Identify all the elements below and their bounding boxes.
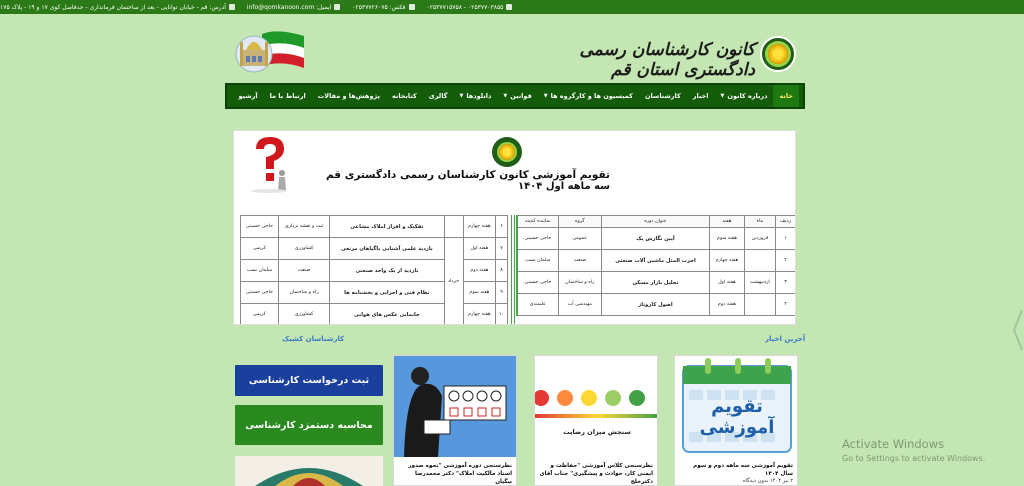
news-card[interactable] xyxy=(393,355,517,486)
watermark-subtitle: Go to Settings to activate Windows. xyxy=(842,454,986,463)
table-cell: ۹ xyxy=(496,282,508,304)
table-separator xyxy=(511,215,515,325)
table-cell: هفته چهارم xyxy=(463,216,495,238)
news-image-text: سنجش میزان رضایت xyxy=(563,428,631,436)
table-row xyxy=(241,216,508,238)
table-cell: اجرت المثل ماشین آلات صنعتی xyxy=(601,250,709,272)
table-cell: هفته سوم xyxy=(463,282,495,304)
table-cell: صنعت xyxy=(558,250,601,272)
table-cell: حاجی حسینی xyxy=(241,216,279,238)
table-cell: حاجی حسینی xyxy=(517,272,558,294)
table-cell: راه و ساختمان xyxy=(558,272,601,294)
table-cell: هفته دوم xyxy=(463,260,495,282)
table-cell: ۱۰ xyxy=(496,304,508,326)
table-cell: هفته دوم xyxy=(710,294,745,316)
table-cell: جانمایی عکس های هوایی xyxy=(330,304,444,326)
carousel-next-icon[interactable] xyxy=(1010,300,1024,360)
table-cell: هفته چهارم xyxy=(710,250,745,272)
nav-item[interactable] xyxy=(453,85,497,107)
address-text: آدرس: قم - خیابان توانایی - بعد از ساختمان فرمانداری - حدفاصل کوی ۱۷ و ۱۹ - پلاک ۱۷۵ xyxy=(0,3,226,11)
table-header-cell: نماینده کمیته xyxy=(517,216,558,228)
nav-item[interactable] xyxy=(715,85,774,107)
table-header-cell: گروه xyxy=(558,216,601,228)
table-header-cell: ماه xyxy=(744,216,775,228)
table-cell: حاجی حسینی xyxy=(517,228,558,250)
on-duty-experts-heading: کارشناسان کشیک xyxy=(282,335,345,343)
table-cell: حاجی حسینی xyxy=(241,282,279,304)
nav-item[interactable] xyxy=(639,85,687,107)
nav-item[interactable] xyxy=(687,85,715,107)
month-cell: خرداد xyxy=(444,238,463,326)
nav-item-label: آرشیو xyxy=(238,92,258,100)
table-row xyxy=(241,238,508,260)
chevron-down-icon: ▼ xyxy=(543,93,548,99)
banner-subtitle: سه ماهه اول ۱۴۰۴ xyxy=(517,181,610,192)
table-cell: بازدید از یک واحد صنعتی xyxy=(330,260,444,282)
table-cell: بازدید علمی آشنایی باگیاهان مرتعی xyxy=(330,238,444,260)
fax-text: فکس: ۰۲۵۳۷۷۲۶۰۷۵ xyxy=(352,3,406,11)
news-card[interactable] xyxy=(674,355,798,486)
site-title[interactable]: کانون کارشناسان رسمی دادگستری استان قم xyxy=(579,40,755,80)
table-cell: سلمان نسب xyxy=(517,250,558,272)
table-row xyxy=(517,228,796,250)
table-cell: نظام فنی و اجرایی و بخشنامه ها xyxy=(330,282,444,304)
nav-item-label: درباره کانون xyxy=(727,92,768,100)
nav-item-label: کمیسیون ها و کارگروه ها xyxy=(550,92,633,100)
table-cell: هفته سوم xyxy=(710,228,745,250)
fax-icon xyxy=(409,4,415,10)
email-icon xyxy=(334,4,340,10)
phone-text: ۰۲۵۳۷۷۰۳۸۵۵ - ۰۲۵۳۷۷۱۵۷۵۸ xyxy=(426,3,504,11)
phone-icon xyxy=(506,4,512,10)
table-cell: ۶ xyxy=(496,216,508,238)
table-cell: اردیبهشت xyxy=(744,272,775,294)
question-mark-figure-icon xyxy=(244,133,294,193)
table-cell: راه و ساختمان xyxy=(278,282,329,304)
schedule-table-left xyxy=(240,215,508,325)
news-card[interactable] xyxy=(534,355,658,486)
news-caption[interactable]: تقویم آموزشی سه ماهه دوم و سوم سال ۱۴۰۴ xyxy=(693,463,793,477)
nav-item[interactable] xyxy=(773,85,799,107)
register-request-button[interactable]: ثبت درخواست کارشناسی xyxy=(235,365,383,396)
sun-emblem-icon xyxy=(499,144,515,160)
table-cell: اصول کاروتاژ xyxy=(601,294,709,316)
table-cell: سلمان نسب xyxy=(241,260,279,282)
nav-item[interactable] xyxy=(423,85,454,107)
banner-emblem xyxy=(492,137,522,167)
iran-flag-shrine-logo xyxy=(232,26,308,76)
nav-item[interactable] xyxy=(264,85,312,107)
schedule-table-right xyxy=(516,215,796,316)
site-logo[interactable] xyxy=(760,36,796,72)
calculate-fee-button[interactable]: محاسبه دستمزد کارشناسی xyxy=(235,405,383,445)
address-info xyxy=(0,4,235,11)
satisfaction-survey-image xyxy=(535,356,658,457)
nav-item-label: ارتباط با ما xyxy=(269,92,306,100)
nav-item-label: دانلودها xyxy=(466,92,492,100)
table-cell xyxy=(744,294,775,316)
table-header-cell: عنوان دوره xyxy=(601,216,709,228)
table-cell: هفته اول xyxy=(710,272,745,294)
nav-item[interactable] xyxy=(386,85,423,107)
training-calendar-banner[interactable] xyxy=(233,130,796,325)
table-header-cell: ردیف xyxy=(776,216,796,228)
survey-person-image xyxy=(394,356,517,457)
fax-info xyxy=(352,4,414,11)
nav-item-label: گالری xyxy=(428,92,448,100)
nav-item[interactable] xyxy=(312,85,386,107)
nav-item-label: کتابخانه xyxy=(391,92,417,100)
news-image-text: تقویم آموزشی xyxy=(699,396,775,438)
table-cell: عمومی xyxy=(558,228,601,250)
news-caption[interactable]: نظرسنجی دوره آموزشی "نحوه صدور اسناد مالکیت املاک" دکتر محمدرضا بیگیان xyxy=(408,463,512,485)
table-cell: علیمندی xyxy=(517,294,558,316)
email-text[interactable]: ایمیل: info@qomkanoon.com xyxy=(246,3,332,11)
table-cell: ۳ xyxy=(776,272,796,294)
table-row xyxy=(517,294,796,316)
nav-item-label: پژوهش‌ها و مقالات xyxy=(317,92,380,100)
chevron-down-icon: ▼ xyxy=(503,93,508,99)
table-cell: ۸ xyxy=(496,260,508,282)
top-contact-bar xyxy=(0,0,1024,14)
month-cell xyxy=(444,216,463,238)
news-caption[interactable]: نظرسنجی کلاس آموزشی "حفاظت و ایمنی کار، حوادث و پیشگیری" جناب آقای دکترخلج xyxy=(539,463,653,485)
table-cell: کریمی xyxy=(241,238,279,260)
table-cell: کشاورزی xyxy=(278,304,329,326)
table-row xyxy=(241,260,508,282)
location-icon xyxy=(229,4,235,10)
latest-news-heading: آخرین اخبار xyxy=(765,335,806,343)
chevron-down-icon: ▼ xyxy=(459,93,464,99)
nav-item[interactable] xyxy=(232,85,263,107)
table-cell: هفته چهارم xyxy=(463,304,495,326)
nav-item-label: اخبار xyxy=(692,92,709,100)
banner-title: تقویم آموزشی کانون کارشناسان رسمی دادگستری قم xyxy=(325,169,610,181)
news-date: ۲ تیر ۱۴۰۴ بدون دیدگاه xyxy=(742,478,793,484)
table-cell: صنعت xyxy=(278,260,329,282)
phone-info xyxy=(427,4,513,11)
chevron-down-icon: ▼ xyxy=(720,93,725,99)
table-row xyxy=(517,250,796,272)
main-navbar xyxy=(225,83,805,109)
nav-item[interactable] xyxy=(538,85,639,107)
sun-emblem-icon xyxy=(768,44,788,64)
table-row xyxy=(517,272,796,294)
table-cell: کشاورزی xyxy=(278,238,329,260)
table-cell: ثبت و نقشه برداری xyxy=(278,216,329,238)
table-row xyxy=(241,304,508,326)
table-cell: ۲ xyxy=(776,250,796,272)
table-cell: ۴ xyxy=(776,294,796,316)
email-info[interactable] xyxy=(247,4,340,11)
nav-item-label: قوانین xyxy=(510,92,532,100)
decorative-ornament-image xyxy=(235,456,383,486)
table-cell: تحلیل بازار مسکن xyxy=(601,272,709,294)
windows-activation-watermark xyxy=(842,437,985,463)
table-cell: ۱ xyxy=(776,228,796,250)
table-cell: تفکیک و افراز املاک مشاعی xyxy=(330,216,444,238)
nav-item-label: کارشناسان xyxy=(644,92,681,100)
nav-item[interactable] xyxy=(497,85,537,107)
table-cell: آیین نگارش یک xyxy=(601,228,709,250)
nav-item-label: خانه xyxy=(779,92,793,100)
table-cell xyxy=(744,250,775,272)
table-row xyxy=(241,282,508,304)
watermark-title: Activate Windows xyxy=(842,437,945,451)
table-cell: هفته اول xyxy=(463,238,495,260)
table-cell: فروردین xyxy=(744,228,775,250)
table-cell: مهندسی آب xyxy=(558,294,601,316)
table-cell: ۷ xyxy=(496,238,508,260)
table-cell: کریمی xyxy=(241,304,279,326)
table-header-cell: هفته xyxy=(710,216,745,228)
